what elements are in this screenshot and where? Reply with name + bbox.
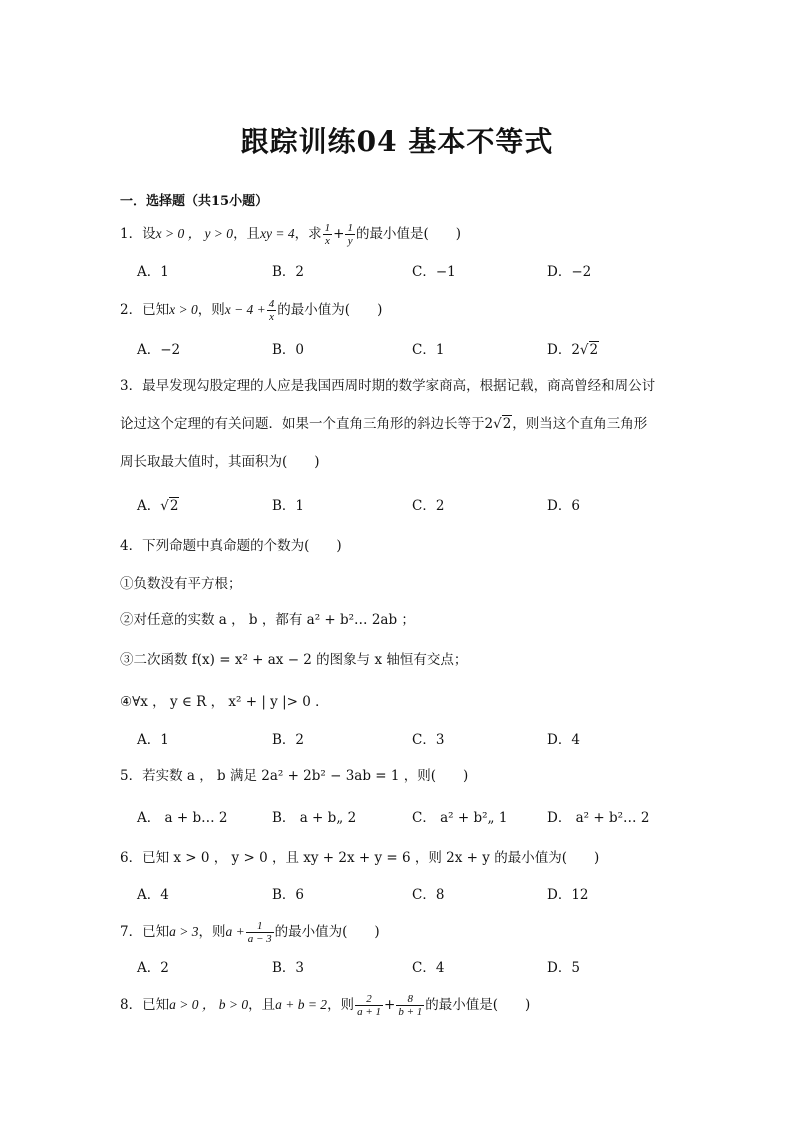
option-b[interactable]: B．2 bbox=[272, 264, 305, 280]
question-6-options bbox=[0, 885, 794, 905]
question-2-stem bbox=[120, 298, 382, 323]
q1-fraction: $\frac{1}{x}$ bbox=[324, 222, 331, 247]
q2-math: x > 0 bbox=[169, 302, 198, 317]
question-4-item-3: ③二次函数 f(x) = x² + ax − 2 的图象与 x 轴恒有交点； bbox=[120, 652, 468, 668]
option-a[interactable]: A． a + b… 2 bbox=[137, 810, 228, 826]
option-c[interactable]: C．−1 bbox=[412, 264, 456, 280]
question-8-stem: 8．已知a > 0 ， b > 0，且a + b = 2，则 $\frac{2}{a + 1}$ + $\frac{8}{b + 1}$ 的最小值是( ) bbox=[120, 993, 531, 1018]
option-a[interactable]: A．√2 bbox=[137, 498, 179, 514]
option-b[interactable]: B．3 bbox=[272, 960, 305, 976]
option-d[interactable]: D．2√2 bbox=[547, 342, 599, 358]
q8-fraction: $\frac{2}{a + 1}$ bbox=[357, 993, 381, 1018]
q2-fraction: $\frac{4}{x}$ bbox=[268, 298, 275, 323]
question-2-options bbox=[0, 340, 794, 360]
q1-text: ，求 bbox=[294, 226, 322, 242]
question-6-stem: 6．已知 x > 0 ， y > 0 ，且 xy + 2x + y = 6 ，则 2x + y 的最小值为( ) bbox=[120, 850, 600, 866]
option-c[interactable]: C．2 bbox=[412, 498, 445, 514]
option-a[interactable]: A．1 bbox=[137, 264, 169, 280]
option-b[interactable]: B．2 bbox=[272, 732, 305, 748]
q2-text: ，则 bbox=[197, 302, 225, 318]
q8-fraction: $\frac{8}{b + 1}$ bbox=[398, 993, 423, 1018]
q1-text: ，且 bbox=[233, 226, 261, 242]
q2-text: 2．已知 bbox=[120, 302, 170, 318]
question-3-line-2: 论过这个定理的有关问题．如果一个直角三角形的斜边长等于2√2，则当这个直角三角形 bbox=[120, 416, 648, 432]
q1-fraction: $\frac{1}{y}$ bbox=[347, 222, 353, 247]
option-c[interactable]: C． a² + b²„ 1 bbox=[412, 810, 508, 826]
option-d[interactable]: D．12 bbox=[547, 887, 589, 903]
option-b[interactable]: B． a + b„ 2 bbox=[272, 810, 357, 826]
q1-text: 的最小值是( ) bbox=[355, 226, 462, 242]
q1-text: 1．设 bbox=[120, 226, 156, 242]
option-d[interactable]: D．5 bbox=[547, 960, 580, 976]
option-b[interactable]: B．0 bbox=[272, 342, 305, 358]
question-5-stem: 5．若实数 a ， b 满足 2a² + 2b² − 3ab = 1 ，则( ) bbox=[120, 768, 469, 784]
option-b[interactable]: B．1 bbox=[272, 498, 305, 514]
q2-math: x − 4 + bbox=[224, 302, 266, 317]
option-d[interactable]: D．−2 bbox=[547, 264, 592, 280]
option-a[interactable]: A．−2 bbox=[137, 342, 181, 358]
question-7-stem: 7．已知a > 3，则a + $\frac{1}{a - 3}$ 的最小值为( ) bbox=[120, 920, 380, 945]
option-c[interactable]: C．1 bbox=[412, 342, 445, 358]
page-title: 跟踪训练04 基本不等式 bbox=[240, 125, 554, 158]
question-4-item-4: ④∀x ， y ∈ R ， x² + | y |> 0 ． bbox=[120, 694, 329, 710]
question-4-options bbox=[0, 730, 794, 750]
question-3-line-3: 周长取最大值时，其面积为( ) bbox=[120, 454, 320, 470]
question-3-line-1: 3．最早发现勾股定理的人应是我国西周时期的数学家商高，根据记载，商高曾经和周公讨 bbox=[120, 378, 656, 394]
option-c[interactable]: C．4 bbox=[412, 960, 445, 976]
q7-fraction: $\frac{1}{a - 3}$ bbox=[247, 920, 272, 945]
option-d[interactable]: D． a² + b²… 2 bbox=[547, 810, 650, 826]
option-a[interactable]: A．1 bbox=[137, 732, 169, 748]
question-1-stem bbox=[120, 222, 461, 247]
q1-math: xy = 4 bbox=[260, 226, 295, 241]
section-heading: 一．选择题（共15小题） bbox=[120, 194, 269, 209]
q2-text: 的最小值为( ) bbox=[277, 302, 383, 318]
plus-sign: + bbox=[333, 226, 345, 242]
option-d[interactable]: D．6 bbox=[547, 498, 580, 514]
option-b[interactable]: B．6 bbox=[272, 887, 305, 903]
option-c[interactable]: C．8 bbox=[412, 887, 445, 903]
question-4-item-1: ①负数没有平方根； bbox=[120, 576, 242, 592]
question-3-options bbox=[0, 496, 794, 516]
question-5-options bbox=[0, 808, 794, 828]
question-7-options bbox=[0, 958, 794, 978]
q1-math: x > 0 ， y > 0 bbox=[155, 226, 234, 241]
option-d[interactable]: D．4 bbox=[547, 732, 580, 748]
question-4-stem: 4．下列命题中真命题的个数为( ) bbox=[120, 538, 342, 554]
option-a[interactable]: A．4 bbox=[137, 887, 169, 903]
option-c[interactable]: C．3 bbox=[412, 732, 445, 748]
option-a[interactable]: A．2 bbox=[137, 960, 169, 976]
question-1-options bbox=[0, 262, 794, 282]
question-4-item-2: ②对任意的实数 a ， b ，都有 a² + b²… 2ab ； bbox=[120, 612, 415, 628]
